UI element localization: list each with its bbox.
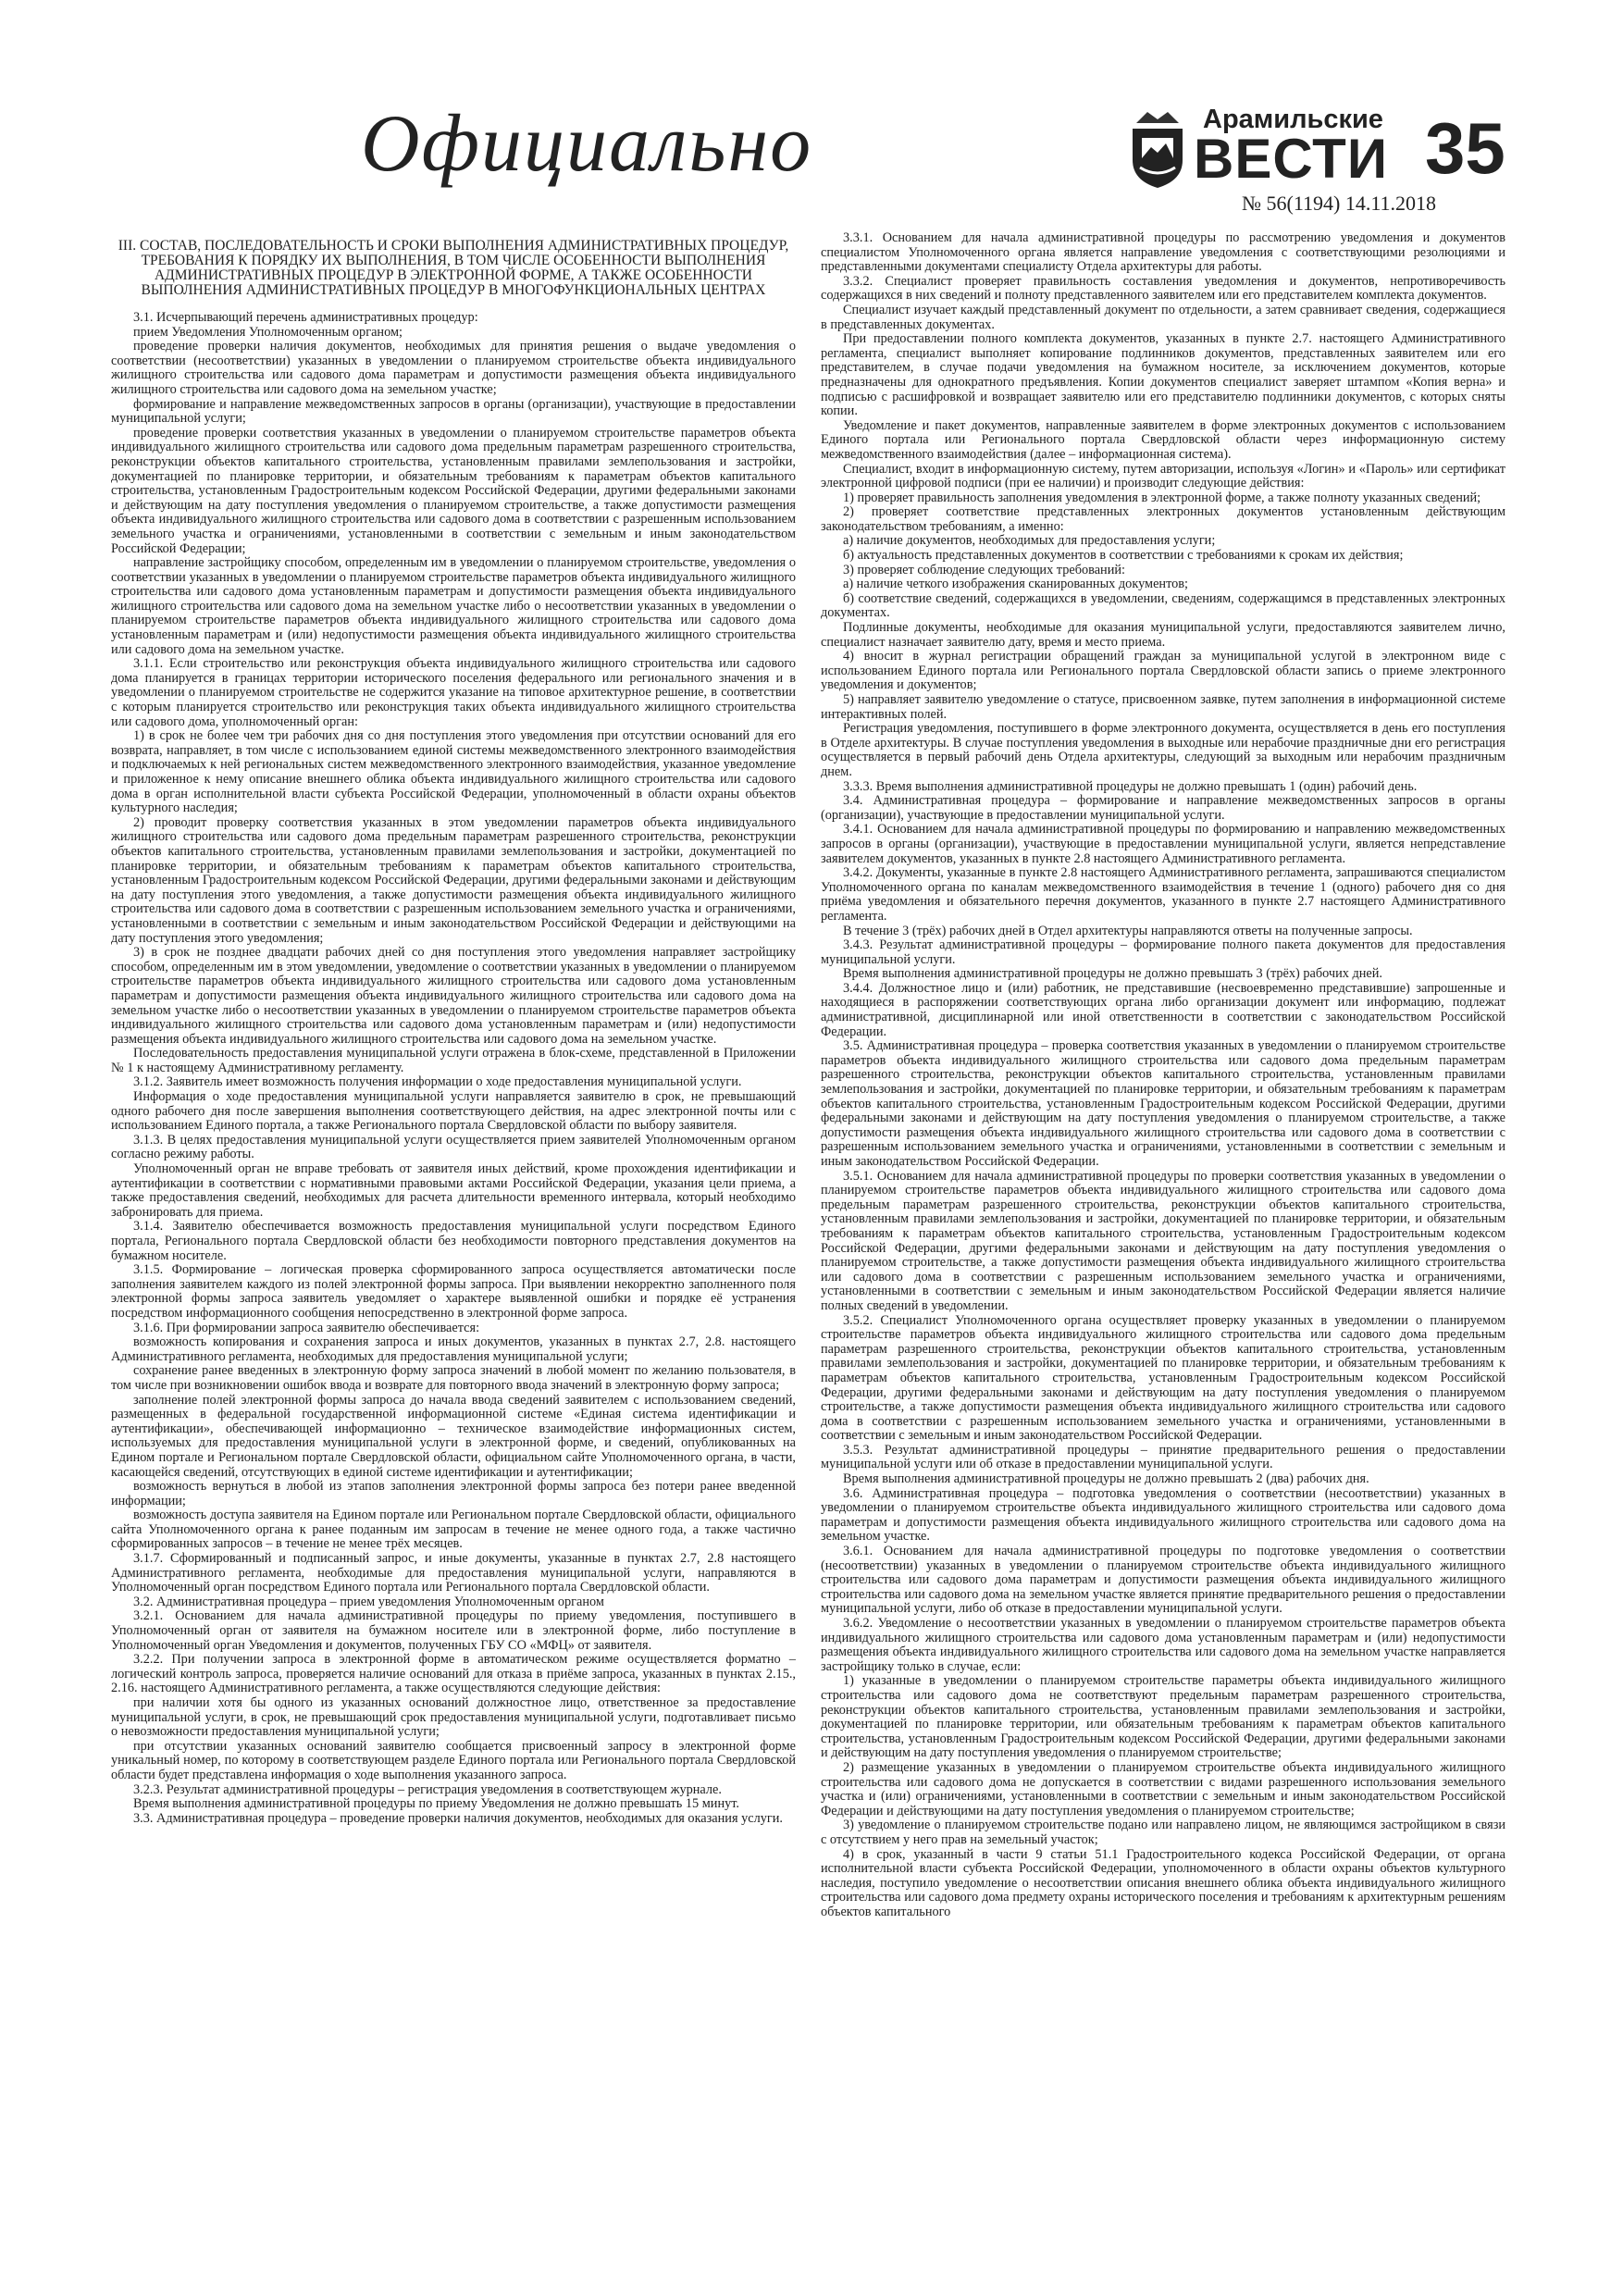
paragraph: 3.2.3. Результат административной процедуры – регистрация уведомления в соответствующем журнале. (133, 1781, 722, 1797)
paragraph: 3) в срок не позднее двадцати рабочих дней со дня поступления этого уведомления направляет застройщику способом, определенным им в этом уведомлении, уведомление о соответствии указанных в уведомлении о планируемом строительстве параметров объекта индивидуального жилищного строительства или садового дома установленным параметрам и допустимости размещения объекта индивидуального жилищного строительства или садового дома на земельном участке либо о несоответствии указанных в уведомлении о планируемом строительстве параметров объекта индивидуального жилищного строительства или садового дома установленным параметрам и (или) недопустимости размещения объекта индивидуального жилищного строительства или садового дома на земельном участке. (111, 945, 796, 1047)
paragraph: 3) уведомление о планируемом строительстве подано или направлено лицом, не являющимся застройщиком в связи с отсутствием у него прав на земельный участок; (821, 1818, 1505, 1847)
paragraph: сохранение ранее введенных в электронную форму запроса значений в любой момент по желанию пользователя, в том числе при возникновении ошибок ввода и возврате для повторного ввода значений в электронную форму запроса; (111, 1363, 796, 1393)
paragraph: 2) проводит проверку соответствия указанных в этом уведомлении параметров объекта индивидуального жилищного строительства или садового дома предельным параметрам разрешенного строительства, реконструкции объектов капитального строительства, установленным правилами землепользования и застройки, документацией по планировке территории, и обязательным требованиям к параметрам объектов капитального строительства, установленным Градостроительным кодексом Российской Федерации, другими федеральными законами и действующим на дату поступления этого уведомления, а также допустимости размещения объекта индивидуального жилищного строительства или садового дома в соответствии с разрешенным использованием земельного участка и ограничениями, установленными в соответствии с земельным и иным законодательством Российской Федерации и действующими на дату поступления этого уведомления; (111, 814, 796, 946)
paragraph: 1) указанные в уведомлении о планируемом строительстве параметры объекта индивидуального жилищного строительства или садового дома не соответствуют предельным параметрам разрешенного строительства, реконструкции объектов капитального строительства, установленным правилами землепользования и застройки, документацией по планировке территории, или обязательным требованиям к параметрам объектов капитального строительства, установленным Градостроительным кодексом Российской Федерации, другими федеральными законами и действующим на дату поступления уведомления о планируемом строительстве; (821, 1673, 1505, 1761)
right-column (821, 231, 1505, 2258)
paragraph: возможность вернуться в любой из этапов заполнения электронной формы запроса без потери ранее введенной информации; (111, 1479, 796, 1508)
paragraph: 3.6.2. Уведомление о несоответствии указанных в уведомлении о планируемом строительстве параметров объекта индивидуального жилищного строительства или садового дома установленным параметрам и (или) недопустимости размещения объекта индивидуального жилищного строительства или садового дома на земельном участке направляется застройщику только в случае, если: (821, 1616, 1505, 1674)
paragraph: 2) размещение указанных в уведомлении о планируемом строительстве объекта индивидуального жилищного строительства или садового дома не допускается в соответствии с видами разрешенного использования земельного участка и (или) ограничениями, установленными в соответствии с земельным и иным законодательством Российской Федерации и действующими на дату поступления уведомления о планируемом строительстве; (821, 1759, 1505, 1818)
coat-of-arms-icon (1129, 106, 1186, 190)
logo-big-text: ВЕСТИ (1194, 128, 1388, 190)
paragraph: 1) в срок не более чем три рабочих дня со дня поступления этого уведомления при отсутствии оснований для его возврата, направляет, в том числе с использованием единой системы межведомственного электронного взаимодействия и подключаемых к ней региональных систем межведомственного электронного взаимодействия, указанное уведомление и приложенное к нему описание внешнего облика объекта индивидуального жилищного строительства или садового дома в орган исполнительной власти субъекта Российской Федерации, уполномоченный в области охраны объектов культурного наследия; (111, 728, 796, 816)
paragraph: Уполномоченный орган не вправе требовать от заявителя иных действий, кроме прохождения идентификации и аутентификации в соответствии с нормативными правовыми актами Российской Федерации, указания цели приема, а также предоставления сведений, необходимых для расчета длительности временного интервала, который необходимо забронировать для приема. (111, 1161, 796, 1220)
paragraph: 3.1.7. Сформированный и подписанный запрос, и иные документы, указанные в пунктах 2.7, 2.8 настоящего Административного регламента, необходимые для предоставления муниципальной услуги, направляются в Уполномоченный орган посредством Единого портала или Регионального портала Свердловской области. (111, 1551, 796, 1595)
paragraph: 3.5.1. Основанием для начала административной процедуры по проверки соответствия указанных в уведомлении о планируемом строительстве параметров объекта индивидуального жилищного строительства или садового дома предельным параметрам разрешенного строительства, реконструкции объектов капитального строительства, установленным правилами землепользования и застройки, документацией по планировке территории, и обязательным требованиям к параметрам объектов капитального строительства, установленным Градостроительным кодексом Российской Федерации, другими федеральными законами и действующим на дату поступления уведомления о планируемом строительстве, а также допустимости размещения объекта индивидуального жилищного строительства или садового дома в соответствии с разрешенным использованием земельного участка и ограничениями, установленными в соответствии с земельным и иным законодательством Российской Федерации является наличие полных сведений в уведомлении. (821, 1168, 1505, 1313)
paragraph: при наличии хотя бы одного из указанных оснований должностное лицо, ответственное за предоставление муниципальной услуги, в срок, не превышающий срок предоставления муниципальной услуги, подготавливает письмо о невозможности предоставления муниципальной услуги; (111, 1695, 796, 1740)
paragraph: 3.4.1. Основанием для начала административной процедуры по формированию и направлению межведомственных запросов в органы (организации), участвующие в предоставлении муниципальной услуги, является непредставление заявителем документов, указанных в пункте 2.8 настоящего Административного регламента. (821, 822, 1505, 866)
paragraph: 3.5.2. Специалист Уполномоченного органа осуществляет проверку указанных в уведомлении о планируемом строительстве параметров объекта индивидуального жилищного строительства или садового дома предельным параметрам разрешенного строительства, реконструкции объектов капитального строительства, установленным правилами землепользования и застройки, документацией по планировке территории, и обязательным требованиям к параметрам объектов капитального строительства, установленным Градостроительным кодексом Российской Федерации, другими федеральными законами и действующим на дату поступления уведомления о планируемом строительстве, а также допустимости размещения объекта индивидуального жилищного строительства или садового дома в соответствии с разрешенным использованием земельного участка и ограничениями, установленными в соответствии с земельным и иным законодательством Российской Федерации. (821, 1312, 1505, 1444)
paragraph: 3.4.3. Результат административной процедуры – формирование полного пакета документов для предоставления муниципальной услуги. (821, 937, 1505, 967)
paragraph: 3.1. Исчерпывающий перечень административных процедур: (133, 310, 478, 325)
paragraph: Время выполнения административной процедуры не должно превышать 3 (трёх) рабочих дней. (843, 966, 1382, 982)
page-number: 35 (1425, 107, 1505, 189)
paragraph: 3.6.1. Основанием для начала административной процедуры по подготовке уведомления о соответствии (несоответствии) указанных в уведомлении о планируемом строительстве объекта индивидуального жилищного строительства или садового дома параметрам и допустимости размещения объекта индивидуального жилищного строительства или садового дома на земельном участке является принятие предварительного решения о предоставлении муниципальной услуги, либо об отказе в предоставлении муниципальной услуги. (821, 1544, 1505, 1617)
paragraph: прием Уведомления Уполномоченным органом; (133, 324, 403, 340)
paragraph: Время выполнения административной процедуры не должно превышать 2 (два) рабочих дня. (843, 1471, 1369, 1487)
paragraph: 3.1.6. При формировании запроса заявителю обеспечивается: (133, 1320, 480, 1335)
paragraph: направление застройщику способом, определенным им в уведомлении о планируемом строительстве, уведомления о соответствии указанных в уведомлении о планируемом строительстве параметров объекта индивидуального жилищного строительства или садового дома установленным параметрам и допустимости размещения объекта индивидуального жилищного строительства или садового дома на земельном участке либо о несоответствии указанных в уведомлении о планируемом строительстве параметров объекта индивидуального жилищного строительства или садового дома установленным параметрам и (или) недопустимости размещения объекта индивидуального жилищного строительства или садового дома на земельном участке. (111, 555, 796, 657)
paragraph: 3.1.3. В целях предоставления муниципальной услуги осуществляется прием заявителей Уполномоченным органом согласно режиму работы. (111, 1132, 796, 1162)
paragraph: проведение проверки соответствия указанных в уведомлении о планируемом строительстве параметров объекта индивидуального жилищного строительства или садового дома предельным параметрам разрешенного строительства, реконструкции объектов капитального строительства, установленным правилами землепользования и застройки, документацией по планировке территории, и обязательным требованиям к параметрам объектов капитального строительства, установленным Градостроительным кодексом Российской Федерации, другими федеральными законами и действующим на дату поступления уведомления о планируемом строительстве, а также допустимости размещения объекта индивидуального жилищного строительства или садового дома в соответствии с разрешенным использованием земельного участка и ограничениями, установленными в соответствии с земельным и иным законодательством Российской Федерации; (111, 425, 796, 556)
paragraph: При предоставлении полного комплекта документов, указанных в пункте 2.7. настоящего Административного регламента, специалист выполняет копирование подлинников документов, представленных заявителем или его представителем, в случае подачи уведомления на бумажном носителе, за исключением документов, которые предназначены для однократного предъявления. Копии документов специалист заверяет штампом «Копия верна» и подписью с расшифровкой и возвращает заявителю или его представителю подлинники документов, с которых сняты копии. (821, 331, 1505, 419)
left-column (111, 231, 796, 2258)
paragraph: а) наличие четкого изображения сканированных документов; (843, 577, 1189, 592)
paragraph: б) соответствие сведений, содержащихся в уведомлении, сведениям, содержащимся в представленных электронных документах. (821, 590, 1505, 621)
paragraph: 3.6. Административная процедура – подготовка уведомления о соответствии (несоответствии) указанных в уведомлении о планируемом строительстве объекта индивидуального жилищного строительства или садового дома параметрам и допустимости размещения объекта индивидуального жилищного строительства или садового дома на земельном участке. (821, 1485, 1505, 1545)
paragraph: возможность доступа заявителя на Едином портале или Региональном портале Свердловской области, официального сайта Уполномоченного органа к ранее поданным им запросам в течение не менее одного года, а также частично сформированных запросов – в течение не менее трёх месяцев. (111, 1508, 796, 1552)
paragraph: Специалист, входит в информационную систему, путем авторизации, используя «Логин» и «Пароль» или сертификат электронной цифровой подписи (при ее наличии) и производит следующие действия: (821, 461, 1505, 491)
paragraph: Уведомление и пакет документов, направленные заявителем в форме электронных документов с использованием Единого портала или Регионального портала Свердловской области через информационную систему межведомственного взаимодействия (далее – информационная система). (821, 417, 1505, 462)
paragraph: 3) проверяет соблюдение следующих требований: (843, 562, 1125, 577)
paragraph: 3.1.5. Формирование – логическая проверка сформированного запроса осуществляется автоматически после заполнения заявителем каждого из полей электронной формы запроса. При выявлении некорректно заполненного поля электронной формы запроса заявитель уведомляет о характере выявленной ошибки и порядке её устранения посредством информационного сообщения непосредственно в электронной форме запроса. (111, 1262, 796, 1321)
paragraph: 3.4.2. Документы, указанные в пункте 2.8 настоящего Административного регламента, запрашиваются специалистом Уполномоченного органа по каналам межведомственного взаимодействия в течение 1 (одного) рабочего дня со дня приёма уведомления и обязательного перечня документов, указанного в пункте 2.7 настоящего Административного регламента. (821, 865, 1505, 924)
paragraph: 3.5. Административная процедура – проверка соответствия указанных в уведомлении о планируемом строительстве параметров объекта индивидуального жилищного строительства или садового дома предельным параметрам разрешенного строительства, реконструкции объектов капитального строительства, установленным правилами землепользования и застройки, документацией по планировке территории, и обязательным требованиям к параметрам объектов капитального строительства, установленным Градостроительным кодексом Российской Федерации, другими федеральными законами и действующим на дату поступления уведомления о планируемом строительстве, а также допустимости размещения объекта индивидуального жилищного строительства или садового дома в соответствии с разрешенным использованием земельного участка и ограничениями, установленными в соответствии с земельным и иным законодательством Российской Федерации. (821, 1038, 1505, 1169)
paragraph: 3.5.3. Результат административной процедуры – принятие предварительного решения о предоставлении муниципальной услуги или об отказе в предоставлении муниципальной услуги. (821, 1442, 1505, 1472)
paragraph: 5) направляет заявителю уведомление о статусе, присвоенном заявке, путем заполнения в информационной системе интерактивных полей. (821, 692, 1505, 722)
newspaper-logo (1129, 106, 1462, 217)
paragraph: 3.1.2. Заявитель имеет возможность получения информации о ходе предоставления муниципальной услуги. (133, 1074, 742, 1090)
paragraph: 3.2. Административная процедура – прием уведомления Уполномоченным органом (133, 1594, 604, 1609)
issue-info: № 56(1194) 14.11.2018 (1242, 192, 1437, 215)
paragraph: 4) вносит в журнал регистрации обращений граждан за муниципальной услугой в электронном виде с использованием Единого портала или Регионального портала Свердловской области запись о приеме электронного уведомления и документов; (821, 649, 1505, 693)
paragraph: б) актуальность представленных документов в соответствии с требованиями к срокам их действия; (843, 548, 1404, 564)
paragraph: 3.4. Административная процедура – формирование и направление межведомственных запросов в органы (организации), участвующие в предоставлении муниципальной услуги. (821, 793, 1505, 823)
logo-small-text: Арамильские (1203, 105, 1383, 134)
paragraph: 2) проверяет соответствие представленных электронных документов установленным действующим законодательством требованиям, а именно: (821, 504, 1505, 534)
paragraph: при отсутствии указанных оснований заявителю сообщается присвоенный запросу в электронной форме уникальный номер, по которому в соответствующем разделе Единого портала или Регионального портала Свердловской области будет представлена информация о ходе выполнения указанного запроса. (111, 1738, 796, 1782)
paragraph: 3.1.1. Если строительство или реконструкция объекта индивидуального жилищного строительства или садового дома планируется в границах территории исторического поселения федерального или регионального значения и в уведомлении о планируемом строительстве не содержится указание на типовое архитектурное решение, в соответствии с которым планируется строительство или реконструкция таких объекта индивидуального жилищного строительства или садового дома, уполномоченный орган: (111, 656, 796, 729)
paragraph: Подлинные документы, необходимые для оказания муниципальной услуги, предоставляются заявителем лично, специалист назначает заявителю дату, время и место приема. (821, 620, 1505, 650)
paragraph: В течение 3 (трёх) рабочих дней в Отдел архитектуры направляются ответы на полученные запросы. (843, 923, 1413, 938)
paragraph: формирование и направление межведомственных запросов в органы (организации), участвующие в предоставлении муниципальной услуги; (111, 396, 796, 427)
paragraph: 3.3.1. Основанием для начала административной процедуры по рассмотрению уведомления и документов специалистом Уполномоченного органа является направление уведомления с соответствующими резолюциями и представленными документами специалисту Отдела архитектуры для работы. (821, 231, 1505, 275)
paragraph: 3.2.1. Основанием для начала административной процедуры по приему уведомления, поступившего в Уполномоченный орган от заявителя на бумажном носителе или в электронной форме, либо поступление в Уполномоченный орган Уведомления и документов, полученных ГБУ СО «МФЦ» от заявителя. (111, 1608, 796, 1653)
paragraph: заполнение полей электронной формы запроса до начала ввода сведений заявителем с использованием сведений, размещенных в федеральной государственной информационной системе «Единая система идентификации и аутентификации», обеспечивающей информационно – техническое взаимодействие информационных систем, используемых для предоставления муниципальной услуги в электронной форме, и сведений, опубликованных на Едином портале и Региональном портале Свердловской области, официальном сайте Уполномоченного органа, в части, касающейся сведений, отсутствующих в единой системе идентификации и аутентификации; (111, 1392, 796, 1480)
paragraph: 3.3. Административная процедура – проведение проверки наличия документов, необходимых для оказания услуги. (133, 1810, 783, 1826)
paragraph: 3.3.2. Специалист проверяет правильность составления уведомления и документов, непротиворечивость содержащихся в них сведений и полноту представленного заявителем или его представителем комплекта документов. (821, 273, 1505, 304)
paragraph: Время выполнения административной процедуры по приему Уведомления не должно превышать 15 минут. (133, 1796, 740, 1812)
paragraph: 3.2.2. При получении запроса в электронной форме в автоматическом режиме осуществляется форматно – логический контроль запроса, проверяется наличие оснований для отказа в приёме запроса, указанных в пунктах 2.15., 2.16. настоящего Административного регламента, а также осуществляются следующие действия: (111, 1652, 796, 1696)
paragraph: возможность копирования и сохранения запроса и иных документов, указанных в пунктах 2.7, 2.8. настоящего Административного регламента, необходимых для предоставления муниципальной услуги; (111, 1334, 796, 1364)
paragraph: Информация о ходе предоставления муниципальной услуги направляется заявителю в срок, не превышающий одного рабочего дня после завершения выполнения соответствующего действия, на адрес электронной почты или с использованием Единого портала, а также Регионального портала Свердловской области по выбору заявителя. (111, 1089, 796, 1134)
section-heading: III. СОСТАВ, ПОСЛЕДОВАТЕЛЬНОСТЬ И СРОКИ ВЫПОЛНЕНИЯ АДМИНИСТРАТИВНЫХ ПРОЦЕДУР, ТРЕБОВАНИЯ К ПОРЯДКУ ИХ ВЫПОЛНЕНИЯ, В ТОМ ЧИСЛЕ ОСОБЕННОСТИ ВЫПОЛНЕНИЯ АДМИНИСТРАТИВНЫХ ПРОЦЕДУР В ЭЛЕКТРОННОЙ ФОРМЕ, А ТАКЖЕ ОСОБЕННОСТИ ВЫПОЛНЕНИЯ АДМИНИСТРАТИВНЫХ ПРОЦЕДУР В МНОГОФУНКЦИОНАЛЬНЫХ ЦЕНТРАХ (118, 238, 789, 298)
paragraph: 3.3.3. Время выполнения административной процедуры не должно превышать 1 (один) рабочий день. (843, 778, 1418, 794)
paragraph: Регистрация уведомления, поступившего в форме электронного документа, осуществляется в день его поступления в Отделе архитектуры. В случае поступления уведомления в выходные или нерабочие праздничные дни его регистрация осуществляется в первый рабочий день Отдела архитектуры, следующий за выходным или нерабочим праздничным днем. (821, 721, 1505, 779)
paragraph: Специалист изучает каждый представленный документ по отдельности, а затем сравнивает сведения, содержащиеся в представленных документах. (821, 302, 1505, 332)
masthead (111, 97, 1527, 227)
section-title: Официально (361, 99, 813, 189)
paragraph: 1) проверяет правильность заполнения уведомления в электронной форме, а также полноту указанных сведений; (843, 490, 1481, 505)
paragraph: 3.4.4. Должностное лицо и (или) работник, не представившие (несвоевременно представившие) запрошенные и находящиеся в распоряжении соответствующих органа либо организации документ или информацию, подлежат административной, дисциплинарной или иной ответственности в соответствии с законодательством Российской Федерации. (821, 980, 1505, 1039)
paragraph: проведение проверки наличия документов, необходимых для принятия решения о выдаче уведомления о соответствии (несоответствии) указанных в уведомлении о планируемом строительстве объекта индивидуального жилищного строительства или садового дома параметрам и допустимости размещения объекта индивидуального жилищного строительства или садового дома на земельном участке; (111, 339, 796, 397)
paragraph: а) наличие документов, необходимых для предоставления услуги; (843, 533, 1216, 549)
paragraph: Последовательность предоставления муниципальной услуги отражена в блок-схеме, представленной в Приложении № 1 к настоящему Административному регламенту. (111, 1046, 796, 1075)
paragraph: 3.1.4. Заявителю обеспечивается возможность предоставления муниципальной услуги посредством Единого портала, Регионального портала Свердловской области без необходимости повторного представления документов на бумажном носителе. (111, 1219, 796, 1263)
paragraph: 4) в срок, указанный в части 9 статьи 51.1 Градостроительного кодекса Российской Федерации, от органа исполнительной власти субъекта Российской Федерации, уполномоченного в области охраны объектов культурного наследия, поступило уведомление о несоответствии описания внешнего облика объекта индивидуального жилищного строительства или садового дома предмету охраны исторического поселения и требованиям к архитектурным решениям объектов капитального (821, 1846, 1505, 1919)
